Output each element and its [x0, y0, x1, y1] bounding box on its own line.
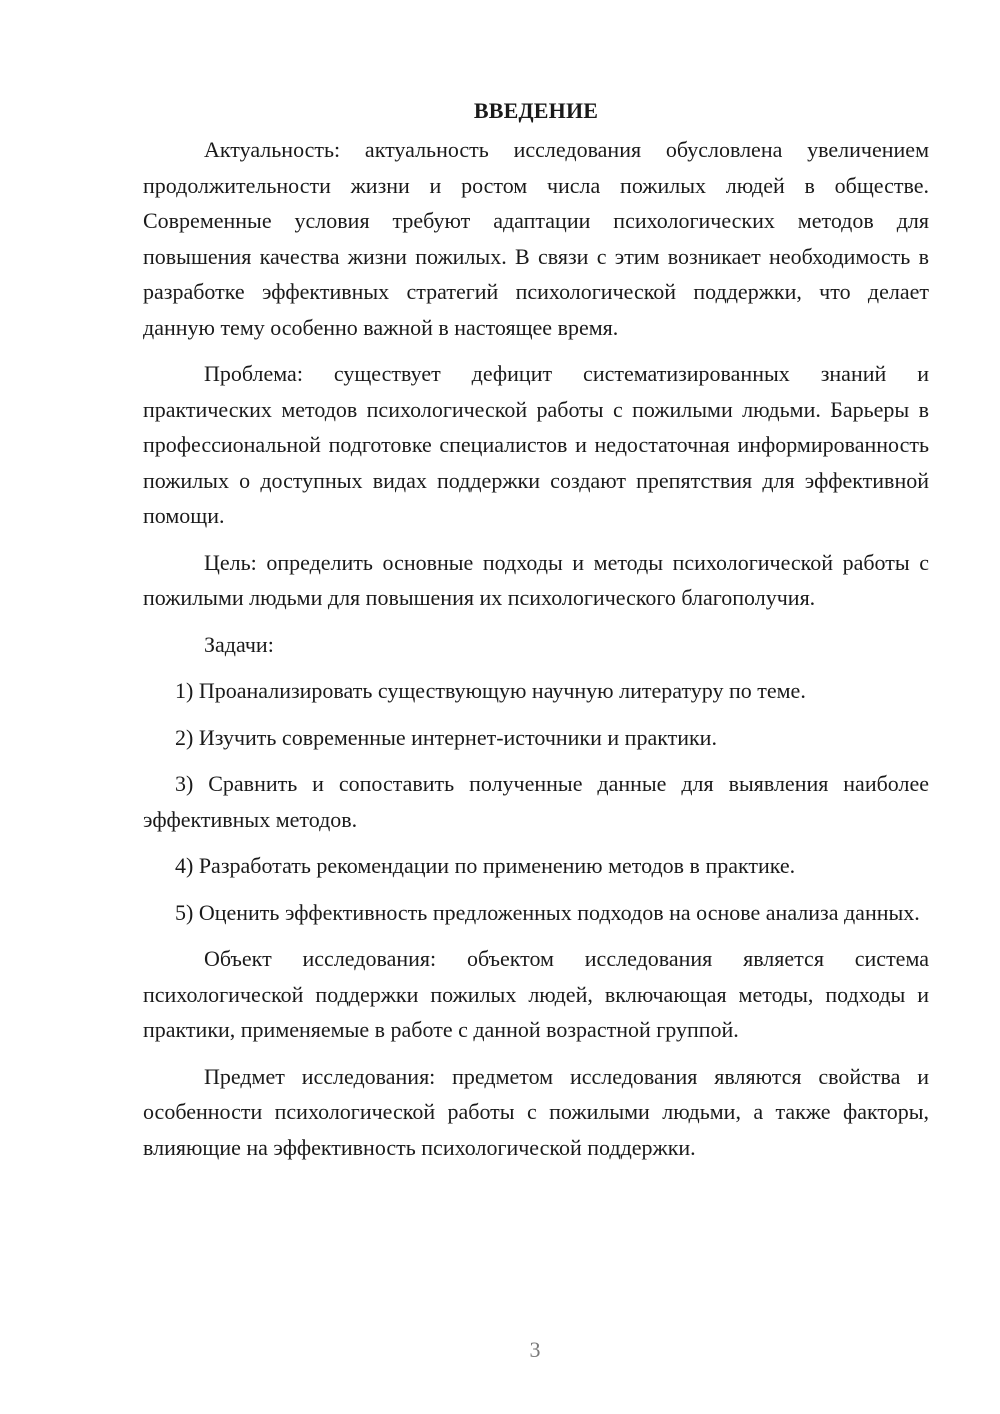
paragraph-relevance: Актуальность: актуальность исследования обусловлена увеличением продолжительности жизни и ростом числа пожилых людей в обществе. Современные условия требуют адаптации психологических методов для повышения качества жизни пожилых. В связи с этим возникает необходимость в разработке эффективных стратегий психологической поддержки, что делает данную тему особенно важной в настоящее время. [143, 137, 929, 340]
paragraph-problem: Проблема: существует дефицит систематизированных знаний и практических методов психологической работы с пожилыми людьми. Барьеры в профессиональной подготовке специалистов и недостаточная информированность пожилых о доступных видах поддержки создают препятствия для эффективной помощи. [143, 361, 929, 528]
paragraph-subject: Предмет исследования: предметом исследования являются свойства и особенности психологической работы с пожилыми людьми, а также факторы, влияющие на эффективность психологической поддержки. [143, 1063, 929, 1160]
list-item-task-2: 2) Изучить современные интернет-источники и практики. [175, 724, 717, 750]
list-item-task-1: 1) Проанализировать существующую научную литературу по теме. [175, 678, 806, 703]
list-item-task-5: 5) Оценить эффективность предложенных подходов на основе анализа данных. [175, 899, 920, 925]
document-body [143, 96, 929, 1176]
list-item-task-3: 3) Сравнить и сопоставить полученные данные для выявления наиболее эффективных методов. [143, 771, 929, 832]
page-title: ВВЕДЕНИЕ [473, 98, 599, 123]
paragraph-object: Объект исследования: объектом исследования является система психологической поддержки пожилых людей, включающая методы, подходы и практики, применяемые в работе с данной возрастной группой. [143, 946, 929, 1042]
paragraph-goal: Цель: определить основные подходы и методы психологической работы с пожилыми людьми для повышения их психологического благополучия. [143, 549, 929, 610]
tasks-heading: Задачи: [204, 631, 274, 657]
page-number: 3 [529, 1337, 541, 1362]
list-item-task-4: 4) Разработать рекомендации по применению методов в практике. [175, 853, 796, 878]
